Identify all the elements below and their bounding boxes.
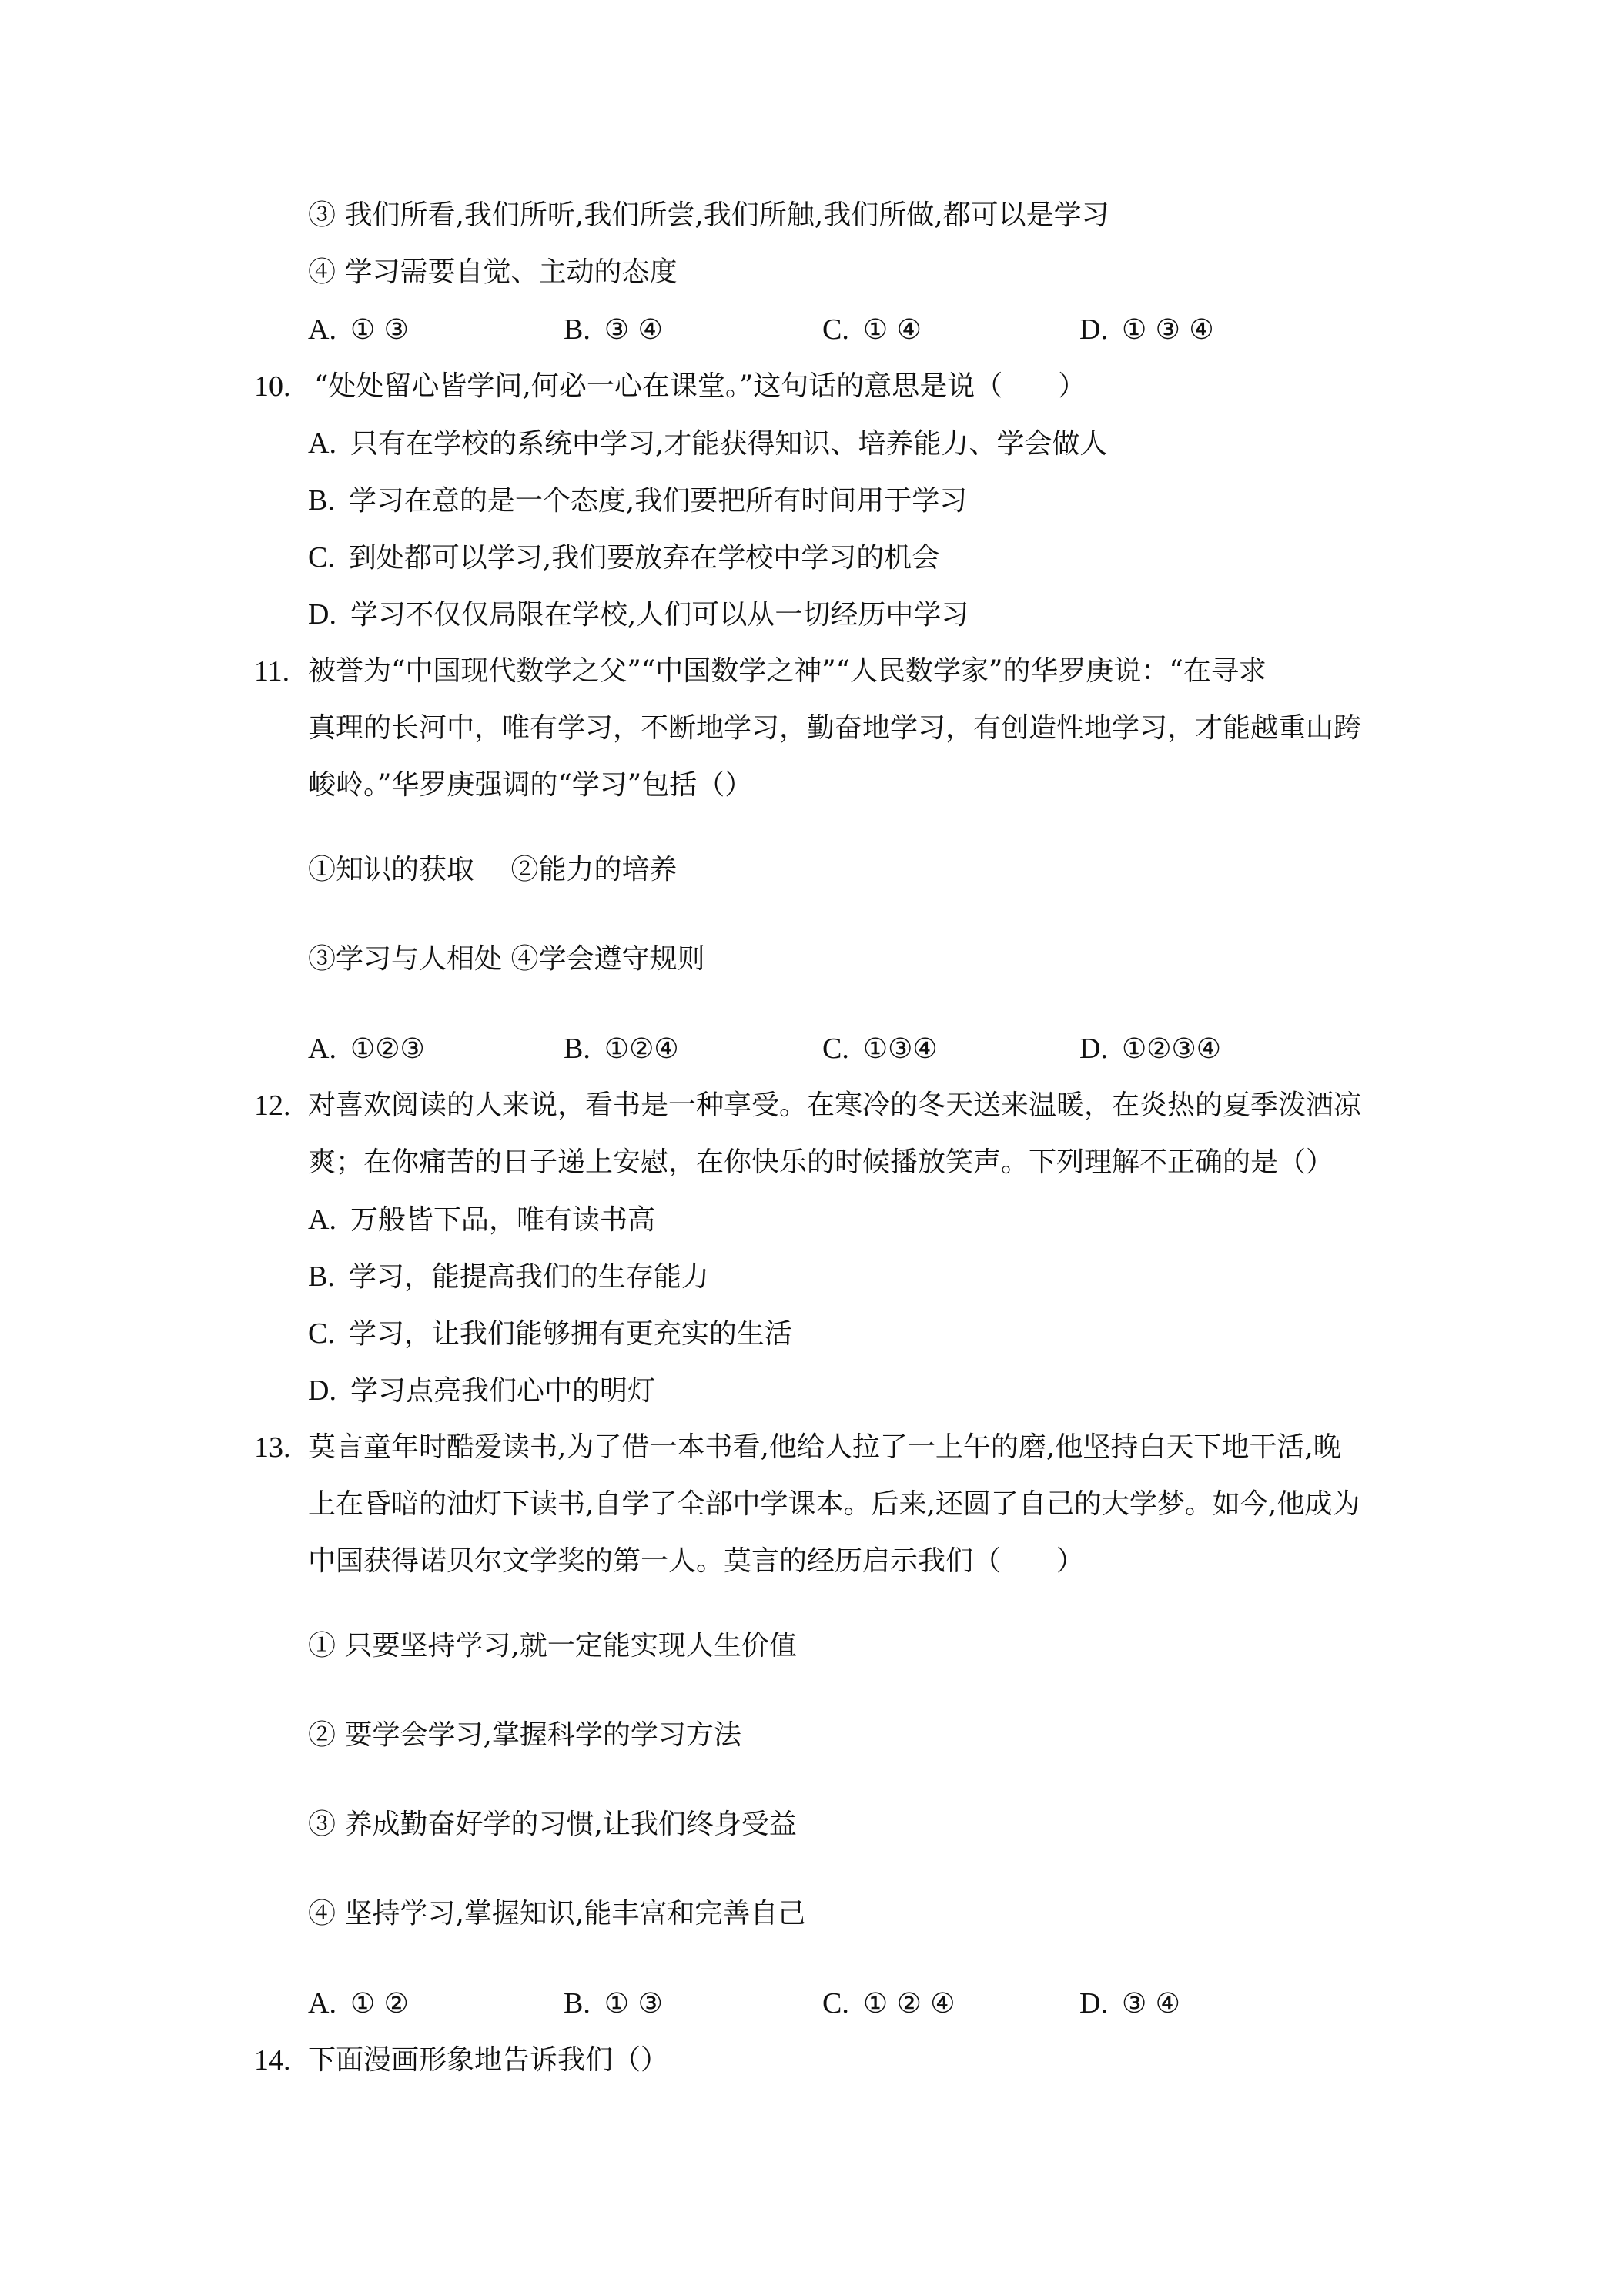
q11-items-line-2: ③学习与人相处 ④学会遵守规则 [308,943,705,975]
q13-option-a: A. ① ② [308,1987,409,2020]
q11-items-line-1: ①知识的获取 ②能力的培养 [308,854,678,885]
q13-stem-line-1: 莫言童年时酷爱读书,为了借一本书看,他给人拉了一上午的磨,他坚持白天下地干活,晚 [308,1431,1341,1463]
q11-option-b: B. ①②④ [564,1033,679,1065]
q10-stem: “处处留心皆学问,何必一心在课堂。”这句话的意思是说（ ） [314,370,1086,402]
q13-option-b: B. ① ③ [564,1987,663,2020]
q10-option-d: D. 学习不仅仅局限在学校,人们可以从一切经历中学习 [308,598,969,631]
q11-stem-line-1: 被誉为“中国现代数学之父”“中国数学之神”“人民数学家”的华罗庚说：“在寻求 [308,655,1267,687]
q9-option-a: A. ① ③ [308,313,409,346]
q12-stem-line-2: 爽；在你痛苦的日子递上安慰，在你快乐的时候播放笑声。下列理解不正确的是（） [308,1146,1334,1178]
q13-number: 13. [254,1431,291,1464]
q10-option-c: C. 到处都可以学习,我们要放弃在学校中学习的机会 [308,541,940,574]
q9-item-3: ③ 我们所看,我们所听,我们所尝,我们所触,我们所做,都可以是学习 [308,199,1109,231]
q13-option-c: C. ① ② ④ [822,1987,955,2020]
q12-number: 12. [254,1089,291,1122]
q11-stem-line-2: 真理的长河中，唯有学习，不断地学习，勤奋地学习，有创造性地学习，才能越重山跨 [308,712,1362,744]
q12-stem-line-1: 对喜欢阅读的人来说，看书是一种享受。在寒冷的冬天送来温暖，在炎热的夏季泼洒凉 [308,1089,1362,1121]
q11-option-d: D. ①②③④ [1079,1033,1222,1065]
q14-stem: 下面漫画形象地告诉我们（） [308,2044,669,2076]
q13-stem-line-3: 中国获得诺贝尔文学奖的第一人。莫言的经历启示我们（ ） [308,1545,1085,1577]
q10-number: 10. [254,370,291,403]
q13-option-d: D. ③ ④ [1079,1987,1180,2020]
q9-option-b: B. ③ ④ [564,313,663,346]
q12-option-d: D. 学习点亮我们心中的明灯 [308,1374,655,1407]
q13-item-3: ③ 养成勤奋好学的习惯,让我们终身受益 [308,1809,797,1840]
q11-number: 11. [254,655,290,688]
q11-option-a: A. ①②③ [308,1033,425,1065]
q9-option-c: C. ① ④ [822,313,922,346]
q13-item-1: ① 只要坚持学习,就一定能实现人生价值 [308,1630,797,1662]
q13-item-4: ④ 坚持学习,掌握知识,能丰富和完善自己 [308,1898,806,1930]
q11-stem-line-3: 峻岭。”华罗庚强调的“学习”包括（） [308,769,753,801]
q9-item-4: ④ 学习需要自觉、主动的态度 [308,256,678,288]
q12-option-a: A. 万般皆下品，唯有读书高 [308,1203,655,1236]
q10-option-b: B. 学习在意的是一个态度,我们要把所有时间用于学习 [308,484,968,517]
q10-option-a: A. 只有在学校的系统中学习,才能获得知识、培养能力、学会做人 [308,427,1108,460]
q13-stem-line-2: 上在昏暗的油灯下读书,自学了全部中学课本。后来,还圆了自己的大学梦。如今,他成为 [308,1488,1360,1520]
q14-number: 14. [254,2044,291,2077]
q12-option-b: B. 学习，能提高我们的生存能力 [308,1260,709,1293]
q12-option-c: C. 学习，让我们能够拥有更充实的生活 [308,1317,792,1350]
q13-item-2: ② 要学会学习,掌握科学的学习方法 [308,1719,741,1751]
q11-option-c: C. ①③④ [822,1033,938,1065]
q9-option-d: D. ① ③ ④ [1079,313,1214,346]
